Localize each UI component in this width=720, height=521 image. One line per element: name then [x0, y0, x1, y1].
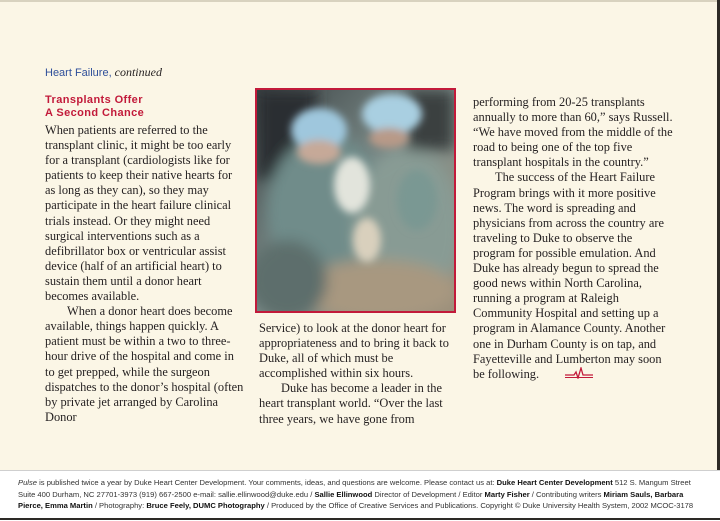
paragraph: When patients are referred to the transplant clinic, it might be too early for a transplant (cardiologists like for patients to keep their native hearts for as long as they can), so they may participate in the heart failure clinical trials instead. Or they might need surgical interventions such as a defibrillator box or ventricular assist device (half of an artificial heart) to sustain them until a donor heart becomes available. [45, 123, 233, 304]
column-1 [45, 94, 245, 425]
footer-writers: Miriam Sauls, Barbara Pierce, Emma Martin [18, 489, 684, 510]
footer-text: / Photography: [92, 501, 147, 510]
column-3 [473, 95, 673, 383]
footer-editor: Marty Fisher [484, 489, 530, 499]
footer-credits [18, 477, 708, 512]
footer-text: 512 S. Mangum Street Suite 400 Durham, NC 27701-3973 (919) 667-2500 e-mail: sallie.ellinwood@duke.edu / [18, 478, 691, 499]
footer-photographers: Bruce Feely, DUMC Photography [146, 501, 265, 510]
paragraph: Duke has become a leader in the heart transplant world. “Over the last three years, we have gone from [259, 381, 443, 426]
publication-name: Pulse [18, 478, 37, 487]
footer-text: is published twice a year by Duke Heart Center Development. Your comments, ideas, and questions are welcome. Please contact us at: [37, 478, 497, 487]
subhead-line-2: A Second Chance [45, 107, 145, 119]
paragraph: Service) to look at the donor heart for appropriateness and to bring it back to Duke, all of which must be accomplished within six hours. [259, 321, 449, 381]
footer [0, 470, 720, 521]
footer-text: Director of Development / Editor [372, 489, 485, 499]
surgery-photo [255, 88, 456, 313]
running-head [45, 65, 162, 80]
footer-text: / Contributing writers [529, 489, 604, 499]
footer-text: / Produced by the Office of Creative Services and Publications. Copyright © Duke University Health System, 2002 MCOC-3178 [264, 501, 694, 510]
article-subhead [45, 94, 245, 120]
top-rule [0, 0, 720, 2]
paragraph: When a donor heart does become available, things happen quickly. A patient must be within a two to three-hour drive of the hospital and come in to get prepped, while the surgeon dispatches to the donor’s hospital (often by private jet arranged by Carolina Donor [45, 304, 244, 424]
paragraph [473, 170, 673, 382]
surgery-photo-icon [257, 90, 454, 311]
paragraph-text: The success of the Heart Failure Program brings with it more positive news. The word is spreading and physicians from across the country are traveling to Duke to observe the program for possible emulation. And Duke has already begun to spread the good news within North Carolina, running a program at Raleigh Community Hospital and setting up a program in Alamance County. Another one in Durham County is on tap, and Fayetteville and Lumberton may soon be following. [473, 170, 666, 381]
running-head-section: Heart Failure, [45, 67, 112, 79]
paragraph: performing from 20-25 transplants annually to more than 60,” says Russell. “We have moved from the middle of the road to being one of the top five transplant hospitals in the country.” [473, 95, 673, 170]
heartbeat-signature-icon [543, 367, 593, 383]
running-head-continued: continued [114, 65, 162, 79]
footer-director: Sallie Ellinwood [314, 489, 373, 499]
column-2 [259, 321, 464, 427]
footer-org: Duke Heart Center Development [496, 478, 613, 487]
subhead-line-1: Transplants Offer [45, 94, 143, 106]
